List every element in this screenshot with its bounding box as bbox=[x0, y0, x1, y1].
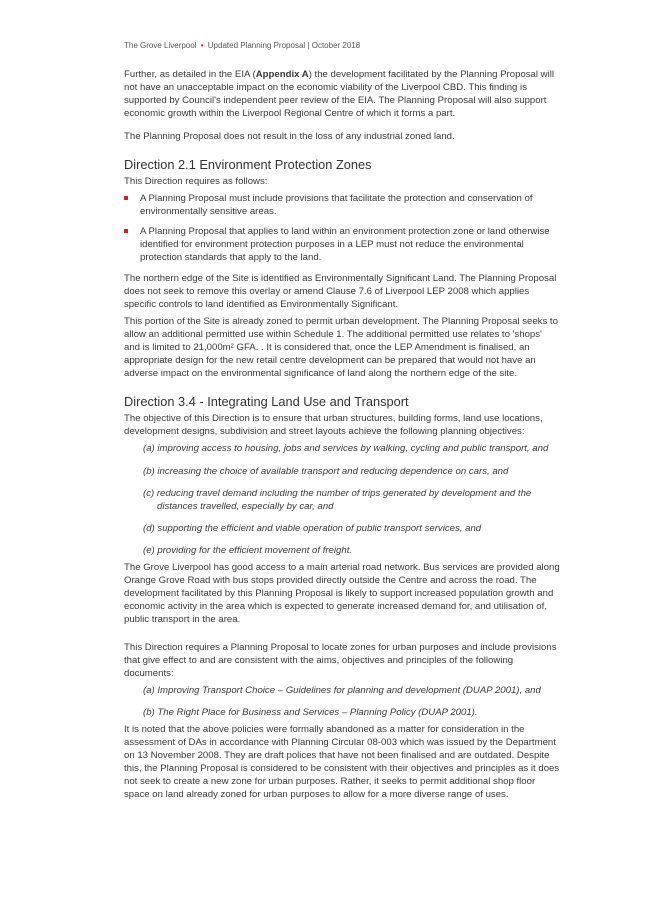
document-item: (a) Improving Transport Choice – Guidelines for planning and development (DUAP 2001), and bbox=[143, 684, 541, 696]
planning-objectives-list bbox=[124, 442, 560, 557]
objective-item: (b) increasing the choice of available transport and reducing dependence on cars, and bbox=[143, 465, 509, 477]
header-date-separator: | bbox=[307, 41, 310, 50]
objective-item: (d) supporting the efficient and viable operation of public transport services, and bbox=[143, 522, 482, 534]
header-date: October 2018 bbox=[311, 41, 361, 50]
heading-direction-2-1: Direction 2.1 Environment Protection Zones bbox=[124, 156, 372, 172]
objective-item: (e) providing for the efficient movement of freight. bbox=[143, 544, 353, 556]
page-header bbox=[124, 41, 604, 50]
header-separator: • bbox=[200, 41, 204, 50]
paragraph-site-zoning: This portion of the Site is already zoned to permit urban development. The Planning Proposal seeks to allow an additional permitted use within Schedule 1. The additional permitted use relates to 'shops' and is limited to 21,000m² GFA. . It is considered that, once the LEP Amendment is finalised, an appropriate design for the new retail centre development can be prepared that would not have an adverse impact on the environmental significance of land along the northern edge of the site. bbox=[124, 315, 558, 380]
paragraph-transport-access: The Grove Liverpool has good access to a main arterial road network. Bus services are provided along Orange Grove Road with bus stops provided directly outside the Centre and across the road. The development facilitated by this Planning Proposal is likely to support increased population growth and economic activity in the area which is expected to generate increased demand for, and utilisation of, public transport in the area. bbox=[124, 562, 560, 626]
header-doc-title: The Grove Liverpool bbox=[124, 41, 197, 50]
bullet-square-icon bbox=[124, 196, 128, 200]
paragraph-northern-edge: The northern edge of the Site is identified as Environmentally Significant Land. The Planning Proposal does not seek to remove this overlay or amend Clause 7.6 of Liverpool LEP 2008 which applies specific controls to land identified as Environmentally Significant. bbox=[124, 272, 557, 310]
paragraph-direction-requirements: This Direction requires a Planning Proposal to locate zones for urban purposes and include provisions that give effect to and are consistent with the aims, objectives and principles of the following documents: bbox=[124, 641, 557, 679]
direction-3-4-intro: The objective of this Direction is to ensure that urban structures, building forms, land use locations, development designs, subdivision and street layouts achieve the following planning objectives: bbox=[124, 413, 543, 438]
objective-item: (c) reducing travel demand including the number of trips generated by development and the distances travelled, especially by car, and bbox=[143, 487, 532, 512]
objective-item: (a) improving access to housing, jobs and services by walking, cycling and public transport, and bbox=[143, 443, 549, 455]
document-item: (b) The Right Place for Business and Services – Planning Policy (DUAP 2001). bbox=[143, 706, 478, 718]
bullet-square-icon bbox=[124, 229, 128, 233]
paragraph-policies-abandoned: It is noted that the above policies were formally abandoned as a matter for consideration in the assessment of DAs in accordance with Planning Circular 08-003 which was issued by the Department on 13 November 2008. They are draft polices that have not been finalised and are outdated. Despite this, the Planning Proposal is considered to be consistent with their objectives and principles as it does not seek to create a new zone for urban purposes. Rather, it seeks to permit additional shop floor space on land already zoned for urban purposes to allow for a more diverse range of uses. bbox=[124, 723, 560, 801]
policy-documents-list bbox=[124, 684, 560, 719]
appendix-reference: Appendix A bbox=[255, 69, 309, 80]
direction-2-1-requirements bbox=[124, 192, 560, 264]
header-subtitle: Updated Planning Proposal bbox=[207, 41, 306, 50]
list-item: A Planning Proposal that applies to land within an environment protection zone or land otherwise identified for environment protection purposes in a LEP must not reduce the environmental protection standards that apply to the land. bbox=[124, 225, 560, 264]
paragraph-economic-impact: Further, as detailed in the EIA (Appendix A) the development facilitated by the Planning Proposal will not have an unacceptable impact on the economic viability of the Liverpool CBD. This finding is supported by Council's independent peer review of the EIA. The Planning Proposal will also support economic growth within the Liverpool Regional Centre of which it forms a part. bbox=[124, 69, 555, 120]
direction-2-1-intro: This Direction requires as follows: bbox=[124, 175, 268, 187]
page-body bbox=[124, 68, 560, 811]
list-item: A Planning Proposal must include provisions that facilitate the protection and conservation of environmentally sensitive areas. bbox=[124, 192, 560, 218]
heading-direction-3-4: Direction 3.4 - Integrating Land Use and Transport bbox=[124, 394, 409, 410]
paragraph-industrial-land: The Planning Proposal does not result in the loss of any industrial zoned land. bbox=[124, 130, 455, 142]
